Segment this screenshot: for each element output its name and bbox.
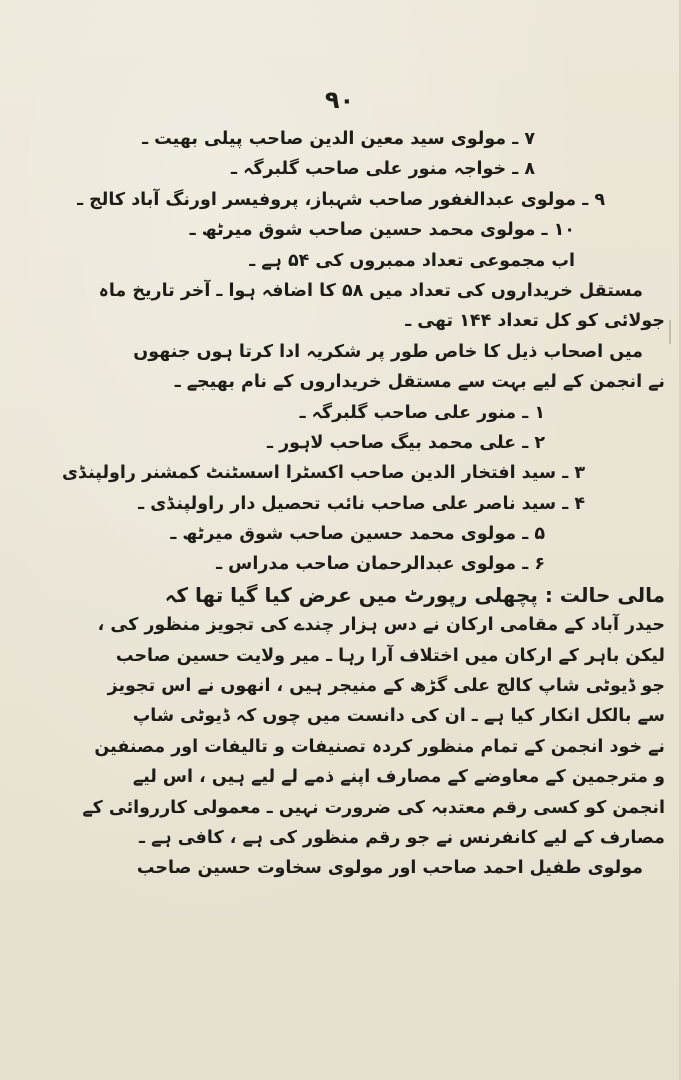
text-line: ۸ ـ خواجہ منور علی صاحب گلبرگہ ـ (231, 159, 535, 180)
section-heading-line: مالی حالت : پچھلی رپورٹ میں عرض کیا گیا تھا کہ (164, 582, 665, 607)
text-line: ۷ ـ مولوی سید معین الدین صاحب پیلی بھیت ـ (142, 129, 535, 149)
list-item: ۴ ـ سید ناصر علی صاحب نائب تحصیل دار راولپنڈی ـ (138, 493, 585, 514)
list-item: ۱ ـ منور علی صاحب گلبرگہ ـ (299, 402, 545, 423)
list-item: ۵ ـ مولوی محمد حسین صاحب شوق میرٹھ ـ (170, 524, 545, 545)
text-line: و مترجمین کے معاوضے کے مصارف اپنے ذمے لے لیے ہیں ، اس لیے (132, 767, 665, 788)
text-line: مولوی طفیل احمد صاحب اور مولوی سخاوت حسین صاحب (136, 858, 643, 879)
page-number: ۹۰ (324, 86, 355, 114)
list-item: ۲ ـ علی محمد بیگ صاحب لاہور ـ (267, 432, 545, 453)
text-line: ۹ ـ مولوی عبدالغفور صاحب شہباز، پروفیسر اورنگ آباد کالج ـ (77, 189, 605, 210)
text-line: انجمن کو کسی رقم معتدبہ کی ضرورت نہیں ـ معمولی کارروائی کے (82, 797, 665, 818)
list-item: ۶ ـ مولوی عبدالرحمان صاحب مدراس ـ (216, 554, 545, 575)
list-item: ۳ ـ سید افتخار الدین صاحب اکسٹرا اسسٹنٹ کمشنر راولپنڈی (62, 463, 585, 484)
text-line: نے خود انجمن کے تمام منظور کردہ تصنیفات و تالیفات اور مصنفین (94, 736, 665, 757)
text-line: اب مجموعی تعداد ممبروں کی ۵۴ ہے ـ (249, 250, 575, 271)
text-line: لیکن باہر کے ارکان میں اختلاف آرا رہا ـ میر ولایت حسین صاحب (115, 645, 665, 666)
page-text-block (10, 124, 665, 884)
text-line: مستقل خریداروں کی تعداد میں ۵۸ کا اضافہ ہوا ـ آخر تاریخ ماہ (98, 280, 643, 301)
text-line: جولائی کو کل تعداد ۱۴۴ تھی ـ (405, 311, 665, 332)
text-line: جو ڈیوٹی شاپ کالج علی گڑھ کے منیجر ہیں ، انھوں نے اس تجویز (107, 676, 665, 697)
margin-mark (669, 320, 671, 344)
text-line: نے انجمن کے لیے بہت سے مستقل خریداروں کے نام بھیجے ـ (174, 372, 665, 393)
text-line: حیدر آباد کے مقامی ارکان نے دس ہزار چندے کی تجویز منظور کی ، (97, 615, 665, 636)
text-line: مصارف کے لیے کانفرنس نے جو رقم منظور کی ہے ، کافی ہے ـ (139, 827, 665, 848)
text-line: سے بالکل انکار کیا ہے ـ ان کی دانست میں چوں کہ ڈیوٹی شاپ (132, 706, 665, 727)
text-line: ۱۰ ـ مولوی محمد حسین صاحب شوق میرٹھ ـ (189, 220, 575, 241)
text-line: میں اصحاب ذیل کا خاص طور پر شکریہ ادا کرتا ہوں جنھوں (133, 341, 643, 362)
